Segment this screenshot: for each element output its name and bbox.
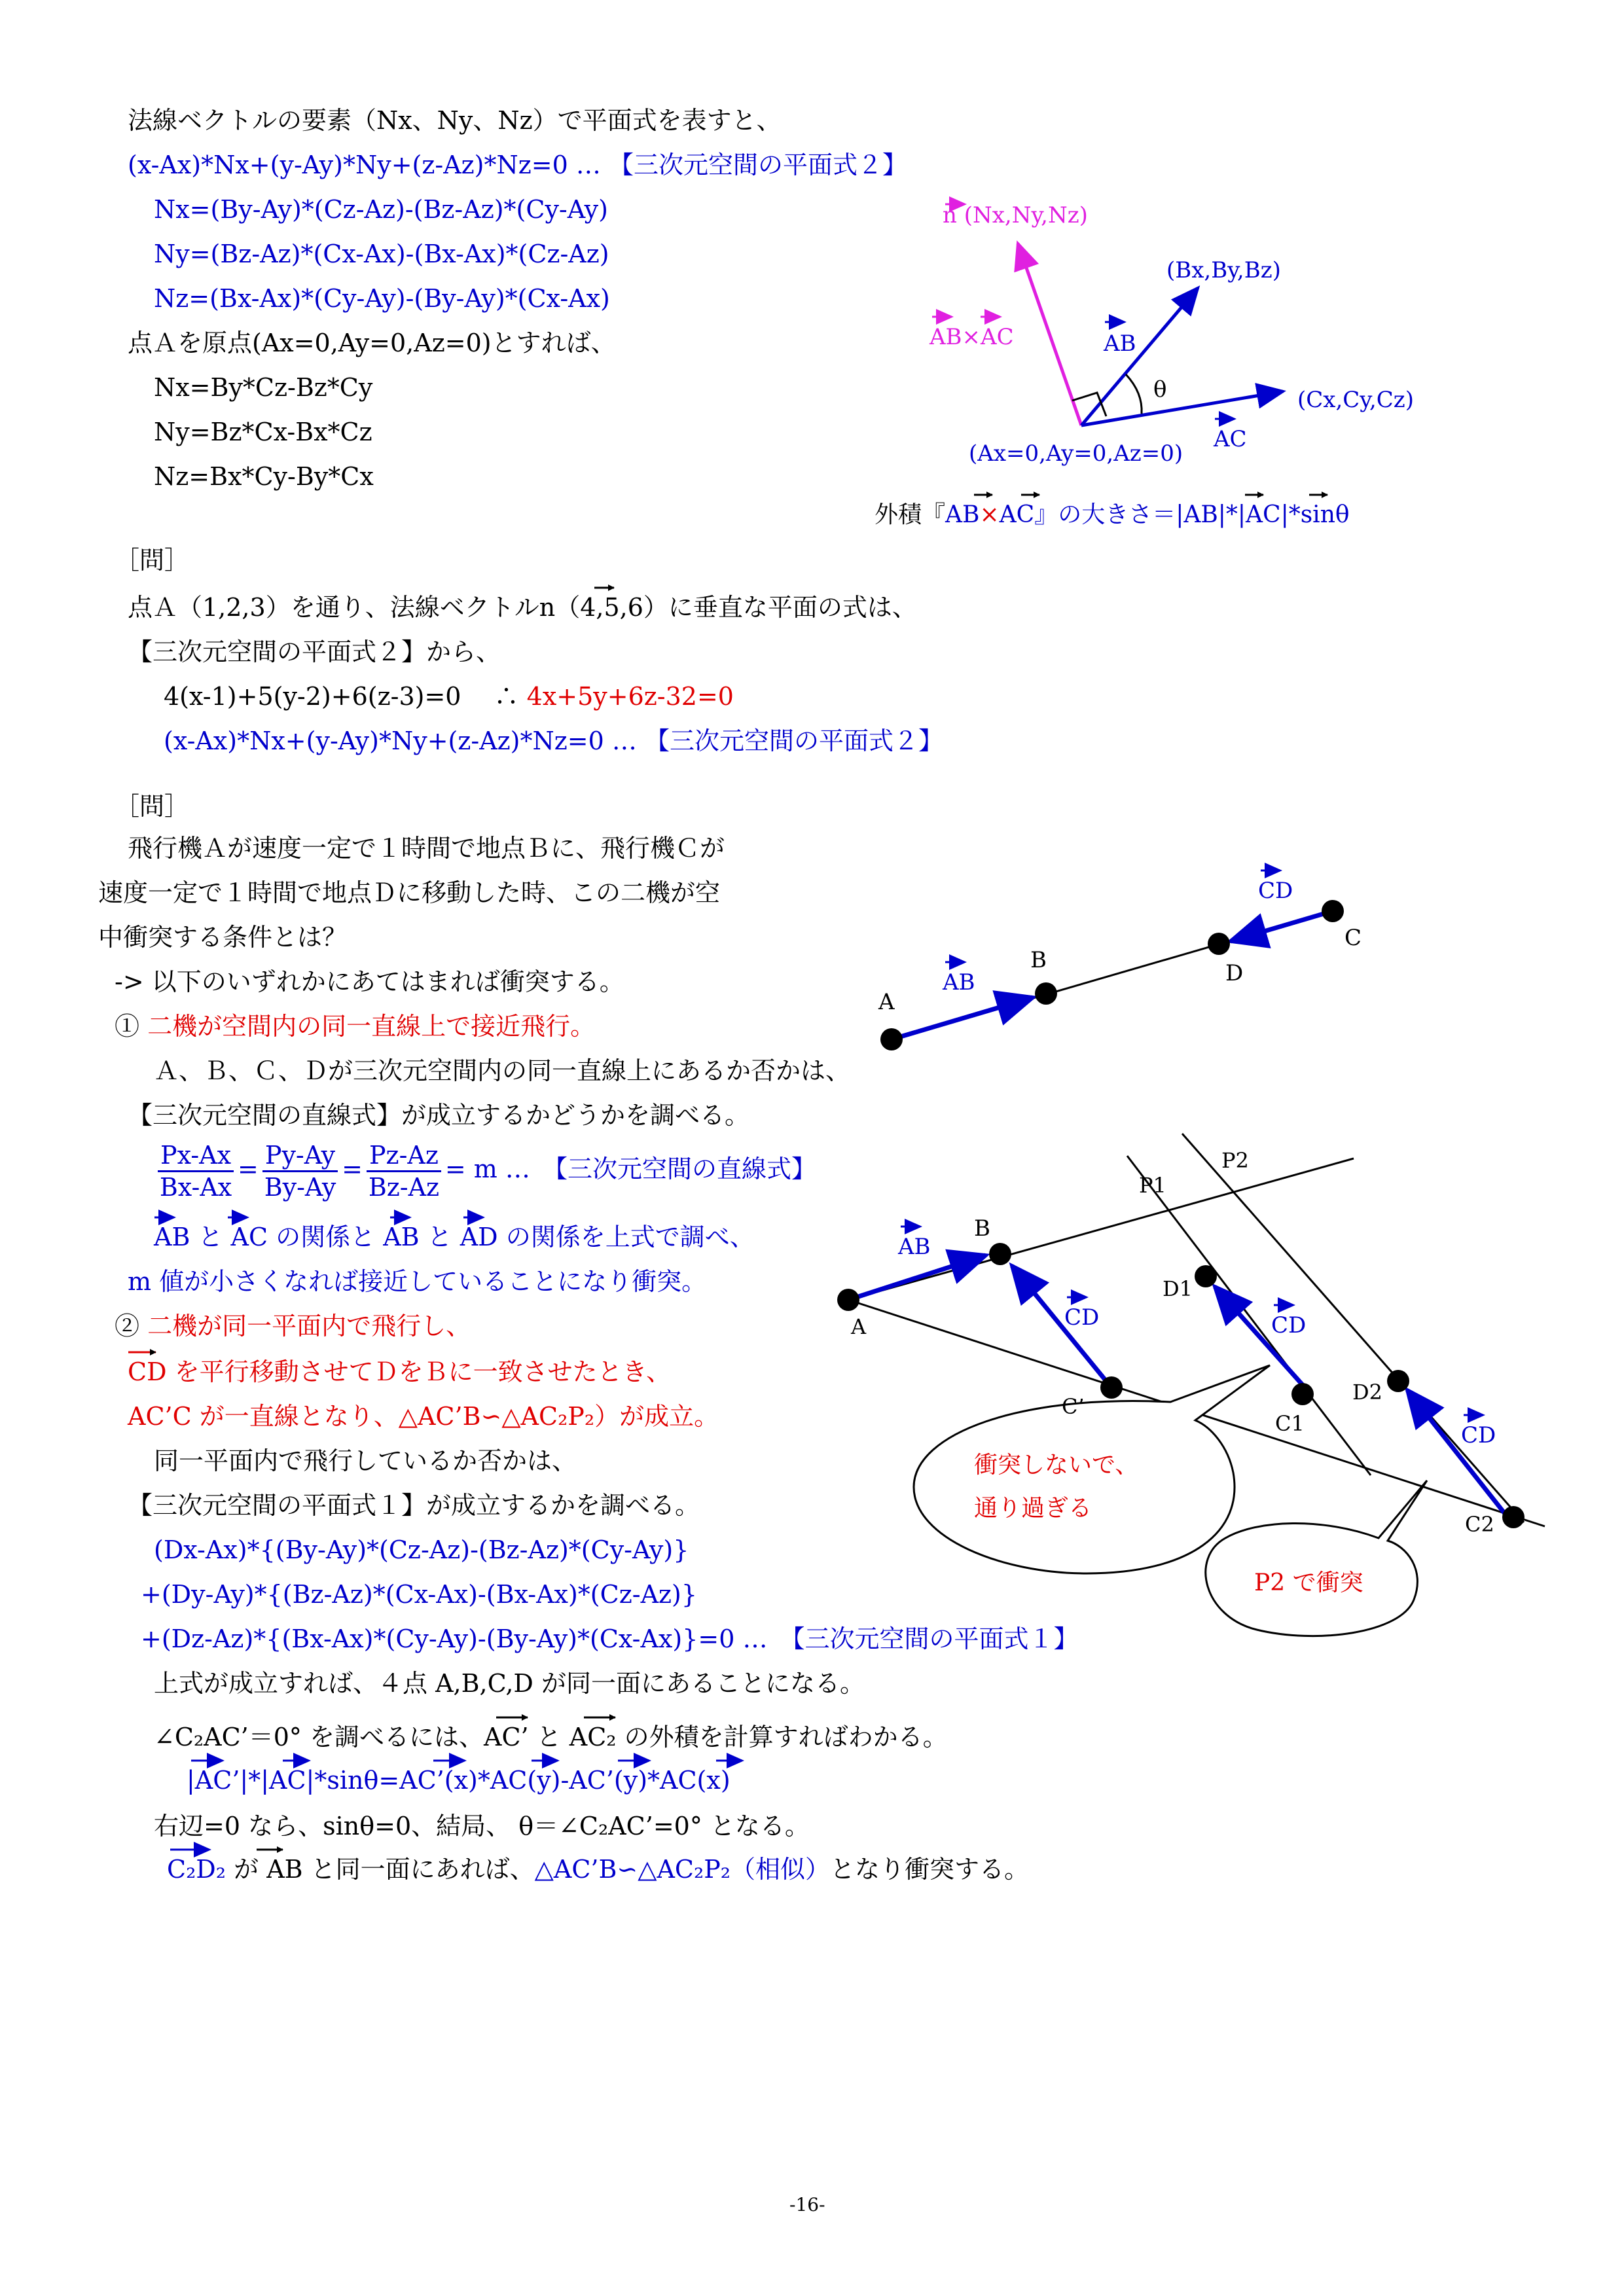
- q1-calc: 4(x-1)+5(y-2)+6(z-3)=0 ∴: [164, 682, 527, 711]
- q2-para-3: 中衝突する条件とは？: [98, 923, 348, 952]
- plane-eq1-name: 【三次元空間の平面式１】: [792, 1624, 1079, 1653]
- q1-line4: (x-Ax)*Nx+(y-Ay)*Ny+(z-Az)*Nz=0 … 【三次元空間の平面式２】: [164, 726, 943, 755]
- cross-product-label: AB×AC: [929, 324, 1014, 350]
- nz-formula: Nz=(Bx-Ax)*(Cy-Ay)-(By-Ay)*(Cx-Ax): [154, 284, 610, 313]
- q2-heading: ［問］: [115, 792, 190, 821]
- line-equation: [154, 1136, 816, 1202]
- fraction-z-num: Pz-Az: [367, 1140, 441, 1172]
- followup-3: |AC’|*|AC|*sinθ=AC’(x)*AC(y)-AC’(y)*AC(x): [187, 1766, 731, 1795]
- condition-2-b: AC’C が一直線となり、△AC’B∽△AC₂P₂）が成立。: [128, 1402, 719, 1431]
- caption-pre: 外積『: [875, 501, 946, 528]
- caption-ac: AC: [999, 501, 1035, 528]
- equation-tail: = m …: [444, 1155, 530, 1183]
- q1-line2: 【三次元空間の平面式２】から、: [128, 637, 501, 666]
- path-ab-line: [848, 1158, 1354, 1300]
- condition-2-text: 二機が同一平面内で飛行し、: [147, 1312, 471, 1340]
- cd-arrow: [1231, 911, 1333, 941]
- d2-label-cd: CD: [1258, 878, 1293, 904]
- plane-eq1-line1: (Dx-Ax)*{(By-Ay)*(Cz-Az)-(Bz-Az)*(Cy-Ay)}: [154, 1535, 689, 1564]
- ny-formula: Ny=(Bz-Az)*(Cx-Ax)-(Bx-Ax)*(Cz-Az): [154, 240, 609, 268]
- d3-label-b: B: [974, 1215, 990, 1242]
- q1-line3: [164, 681, 734, 712]
- point-c-coords: (Cx,Cy,Cz): [1297, 387, 1414, 413]
- bubble-pass-line1: 衝突しないで、: [974, 1452, 1139, 1479]
- q1-line1-pre: 点Ａ（1,2,3）を通り、法線ベクトル: [128, 593, 539, 622]
- d2-label-ab: AB: [943, 969, 975, 996]
- condition-1-a: Ａ、Ｂ、Ｃ、Ｄが三次元空間内の同一直線上にあるか否かは、: [154, 1056, 851, 1085]
- d2-label-b: B: [1030, 947, 1047, 973]
- cd-arrow-3: [1407, 1390, 1506, 1515]
- plane-eq1-line3: [141, 1623, 1079, 1655]
- d3-label-a: A: [851, 1314, 867, 1339]
- q1-line1-n: n: [539, 593, 556, 622]
- point-b-coords: (Bx,By,Bz): [1166, 257, 1281, 283]
- bubble-pass-line2: 通り過ぎる: [974, 1495, 1092, 1522]
- nz-origin-formula: Nz=Bx*Cy-By*Cx: [154, 462, 374, 491]
- equals-1: =: [238, 1155, 259, 1183]
- d3-label-d2: D2: [1352, 1380, 1383, 1405]
- d2-label-a: A: [878, 989, 895, 1015]
- condition-1-number: ①: [115, 1012, 140, 1041]
- condition-2: [115, 1310, 471, 1342]
- followup-4: 右辺=0 なら、sinθ=0、結局、 θ＝∠C₂AC’=0° となる。: [154, 1812, 810, 1840]
- ab-arrow: [892, 997, 1033, 1039]
- point-c1: [1291, 1383, 1314, 1405]
- intro-text: 法線ベクトルの要素（Nx、Ny、Nz）で平面式を表すと、: [128, 106, 782, 135]
- fraction-y-den: By-Ay: [264, 1173, 336, 1202]
- d3-label-ab: AB: [898, 1234, 931, 1260]
- point-d2: [1387, 1370, 1409, 1392]
- caption-ab: AB: [945, 501, 980, 528]
- fraction-z-den: Bz-Az: [368, 1173, 440, 1202]
- origin-note: 点Ａを原点(Ax=0,Ay=0,Az=0)とすれば、: [128, 329, 616, 357]
- q1-line1: [128, 592, 917, 623]
- equation-name: 【三次元空間の直線式】: [554, 1155, 816, 1183]
- followup-5-d: と同一面にあれば、: [302, 1855, 535, 1884]
- condition-1-c: AB と AC の関係と AB と AD の関係を上式で調べ、: [154, 1223, 755, 1251]
- followup-2: ∠C₂AC’＝0° を調べるには、AC’ と AC₂ の外積を計算すればわかる。: [154, 1723, 948, 1751]
- d3-label-p2: P2: [1221, 1148, 1249, 1173]
- point-d1: [1195, 1265, 1217, 1287]
- fraction-x: [158, 1140, 234, 1202]
- point-a: [880, 1028, 903, 1050]
- point-b: [1035, 982, 1057, 1005]
- followup-1: 上式が成立すれば、４点 A,B,C,D が同一面にあることになる。: [154, 1669, 865, 1698]
- condition-1-b: 【三次元空間の直線式】が成立するかどうかを調べる。: [128, 1101, 750, 1130]
- point-c: [1322, 900, 1344, 922]
- ab-arrow: [848, 1255, 986, 1300]
- equals-2: =: [342, 1155, 363, 1183]
- condition-1-text: 二機が空間内の同一直線上で接近飛行。: [147, 1012, 596, 1041]
- followup-5: [167, 1854, 1029, 1885]
- ab-vector-arrow: [1081, 288, 1198, 425]
- similar-triangles: △AC’B∽△AC₂P₂（相似）: [534, 1855, 831, 1884]
- point-b: [989, 1243, 1011, 1265]
- d3-label-cd-3: CD: [1461, 1422, 1496, 1448]
- page-number: -16-: [789, 2194, 825, 2215]
- theta-label: θ: [1153, 376, 1167, 403]
- followup-5-b: が: [226, 1855, 267, 1884]
- q1-heading: ［問］: [115, 546, 190, 575]
- caption-post: 』の大きさ＝|AB|*|AC|*sinθ: [1034, 501, 1350, 528]
- d3-label-c-prime: C’: [1062, 1394, 1085, 1419]
- origin-coords: (Ax=0,Ay=0,Az=0): [969, 440, 1183, 467]
- callout-bubble-collision: [1206, 1480, 1427, 1636]
- fraction-y: [262, 1140, 338, 1202]
- nx-origin-formula: Nx=By*Cz-Bz*Cy: [154, 373, 373, 402]
- q1-answer: 4x+5y+6z-32=0: [526, 682, 734, 711]
- ac-vector-label: AC: [1214, 426, 1247, 452]
- d3-label-c1: C1: [1275, 1411, 1305, 1436]
- bubble-collision-text: P2 で衝突: [1254, 1570, 1363, 1596]
- point-c-prime: [1100, 1376, 1123, 1399]
- condition-2-d: 【三次元空間の平面式１】が成立するかを調べる。: [128, 1491, 700, 1520]
- plane-eq1-line2: +(Dy-Ay)*{(Bz-Az)*(Cx-Ax)-(Bx-Ax)*(Cz-Az)}: [141, 1580, 698, 1609]
- normal-vector-label: n (Nx,Ny,Nz): [943, 202, 1088, 228]
- c2d2-label: C₂D₂: [167, 1855, 226, 1884]
- d3-label-c2: C2: [1465, 1512, 1494, 1537]
- caption-times: ×: [979, 501, 1000, 528]
- theta-arc: [1126, 374, 1142, 414]
- fraction-x-den: Bx-Ax: [159, 1173, 232, 1202]
- fraction-x-num: Px-Ax: [158, 1140, 234, 1172]
- d3-label-cd-1: CD: [1064, 1304, 1100, 1331]
- coplanar-diagram: [837, 1134, 1545, 1636]
- q2-para-4: -> 以下のいずれかにあてはまれば衝突する。: [115, 967, 624, 996]
- condition-2-c: 同一平面内で飛行しているか否かは、: [154, 1446, 577, 1475]
- followup-5-f: となり衝突する。: [830, 1855, 1030, 1884]
- point-a: [837, 1289, 859, 1311]
- d3-label-d1: D1: [1163, 1276, 1193, 1301]
- normal-vector-arrow: [1018, 243, 1081, 425]
- ab-label: AB: [266, 1855, 303, 1884]
- fraction-z: [367, 1140, 441, 1202]
- point-c2: [1502, 1506, 1525, 1528]
- condition-1: [115, 1011, 595, 1042]
- point-d: [1208, 933, 1230, 955]
- d2-label-d: D: [1225, 960, 1244, 986]
- ab-vector-label: AB: [1104, 331, 1136, 357]
- q2-para-1: 飛行機Ａが速度一定で１時間で地点Ｂに、飛行機Ｃが: [128, 834, 725, 863]
- q1-line1-post: （4,5,6）に垂直な平面の式は、: [555, 593, 917, 622]
- d2-label-c: C: [1344, 925, 1362, 951]
- condition-2-number: ②: [115, 1312, 140, 1340]
- q2-para-2: 速度一定で１時間で地点Ｄに移動した時、この二機が空: [98, 878, 721, 907]
- d3-label-p1: P1: [1139, 1173, 1166, 1198]
- ny-origin-formula: Ny=Bz*Cx-Bx*Cz: [154, 418, 372, 446]
- fraction-y-num: Py-Ay: [262, 1140, 338, 1172]
- plane-eq1-line3-text: +(Dz-Az)*{(Bx-Ax)*(Cy-Ay)-(By-Ay)*(Cx-Ax)}=0 …: [141, 1624, 768, 1653]
- condition-1-d: m 値が小さくなれば接近していることになり衝突。: [128, 1267, 707, 1296]
- cross-product-caption: [875, 500, 1350, 530]
- nx-formula: Nx=(By-Ay)*(Cz-Az)-(Bz-Az)*(Cy-Ay): [154, 195, 608, 224]
- plane-equation-2: (x-Ax)*Nx+(y-Ay)*Ny+(z-Az)*Nz=0 … 【三次元空間の平面式２】: [128, 151, 907, 179]
- d3-label-cd-2: CD: [1271, 1312, 1307, 1338]
- ac-vector-arrow: [1081, 391, 1283, 425]
- condition-2-a: CD を平行移動させてＤをＢに一致させたとき、: [128, 1357, 672, 1386]
